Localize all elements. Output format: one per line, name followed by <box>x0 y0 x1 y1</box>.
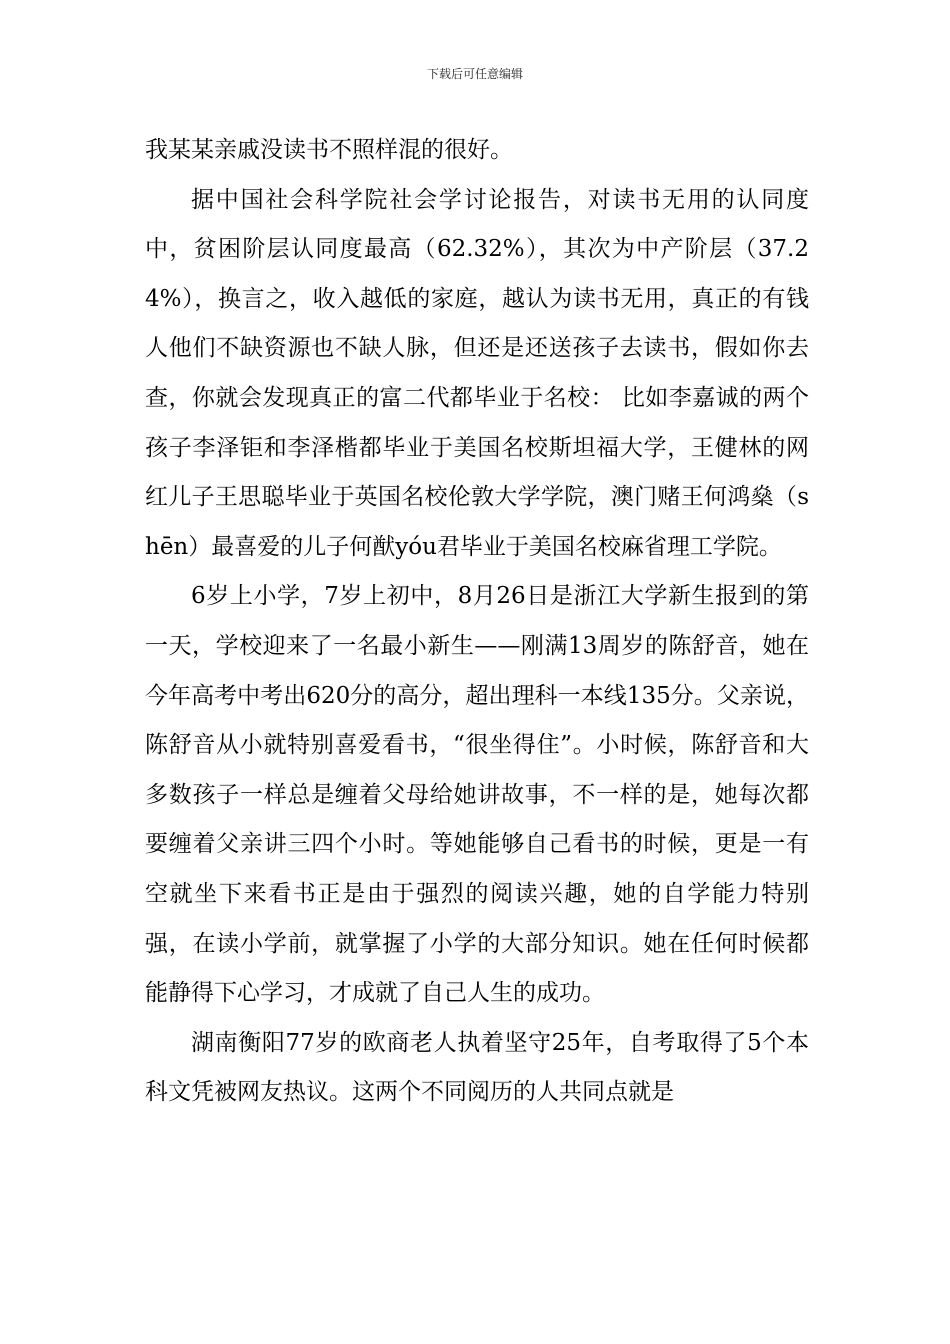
paragraph-1: 我某某亲戚没读书不照样混的很好。 <box>145 137 513 163</box>
paragraph-2: 据中国社会科学院社会学讨论报告，对读书无用的认同度中，贫困阶层认同度最高（62.32%），其次为中产阶层（37.24%），换言之，收入越低的家庭，越认为读书无用，真正的有钱人他们不缺资源也不缺人脉，但还是还送孩子去读书，假如你去查，你就会发现真正的富二代都毕业于名校： 比如李嘉诚的两个孩子李泽钜和李泽楷都毕业于美国名校斯坦福大学，王健林的网红儿子王思聪毕业于英国名校伦敦大学学院，澳门赌王何鸿燊（shēn）最喜爱的儿子何猷yóu君毕业于美国名校麻省理工学院。 <box>145 186 809 560</box>
page-header: 下载后可任意编辑 <box>426 67 523 81</box>
document-body <box>145 126 809 1118</box>
paragraph-4: 湖南衡阳77岁的欧商老人执着坚守25年，自考取得了5个本科文凭被网友热议。这两个不同阅历的人共同点就是 <box>145 1029 809 1106</box>
paragraph-3: 6岁上小学，7岁上初中，8月26日是浙江大学新生报到的第一天，学校迎来了一名最小新生——刚满13周岁的陈舒音，她在今年高考中考出620分的高分，超出理科一本线135分。父亲说，陈舒音从小就特别喜爱看书，“很坐得住”。小时候，陈舒音和大多数孩子一样总是缠着父母给她讲故事，不一样的是，她每次都要缠着父亲讲三四个小时。等她能够自己看书的时候，更是一有空就坐下来看书正是由于强烈的阅读兴趣，她的自学能力特别强，在读小学前，就掌握了小学的大部分知识。她在任何时候都能静得下心学习，才成就了自己人生的成功。 <box>145 583 809 1007</box>
